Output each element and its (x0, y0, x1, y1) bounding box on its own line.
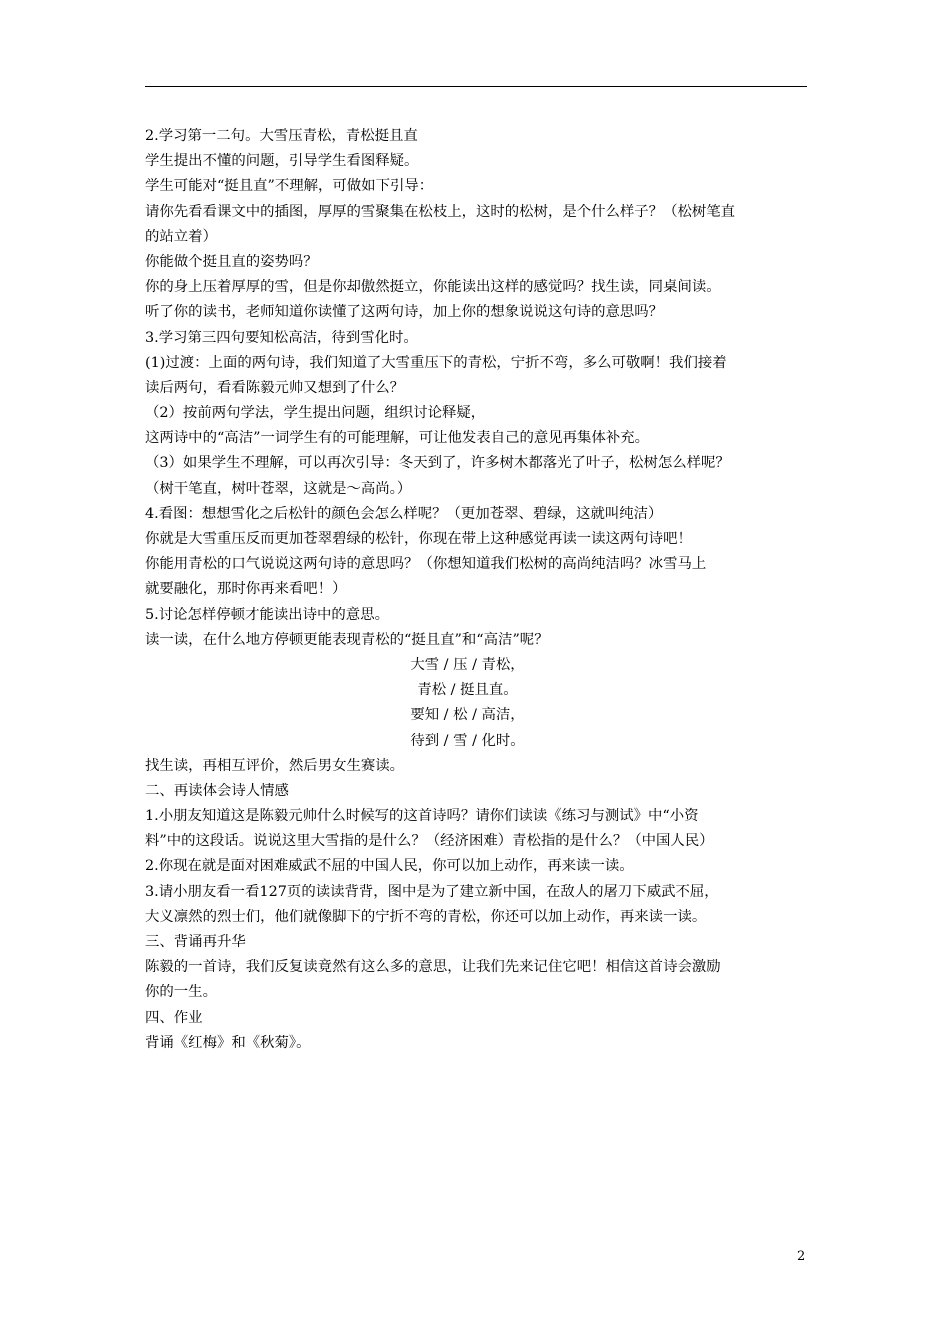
text-line: （树干笔直，树叶苍翠，这就是～高尚。） (145, 480, 412, 497)
text-line: 你的一生。 (145, 984, 217, 1001)
text-line: 请你先看看课文中的插图，厚厚的雪聚集在松枝上，这时的松树，是个什么样子？（松树笔直 (145, 203, 736, 220)
text-line: 2.你现在就是面对困难威武不屈的中国人民，你可以加上动作，再来读一读。 (145, 858, 634, 875)
text-line: 3.请小朋友看一看127页的读读背背，图中是为了建立新中国，在敌人的屠刀下威武不屈， (145, 883, 719, 900)
text-line: （2）按前两句学法，学生提出问题，组织讨论释疑， (145, 405, 486, 422)
text-line: 这两诗中的“高洁”一词学生有的可能理解，可让他发表自己的意见再集体补充。 (145, 430, 649, 447)
poem-line: 青松 / 挺且直。 (417, 682, 518, 699)
section-heading: 5.讨论怎样停顿才能读出诗中的意思。 (145, 606, 389, 623)
text-line: 读后两句，看看陈毅元帅又想到了什么？ (145, 379, 405, 396)
section-heading: 三、背诵再升华 (145, 934, 246, 950)
text-line: （3）如果学生不理解，可以再次引导：冬天到了，许多树木都落光了叶子，松树怎么样呢？ (145, 455, 730, 472)
page-number: 2 (797, 1249, 806, 1264)
text-line: 陈毅的一首诗，我们反复读竟然有这么多的意思，让我们先来记住它吧！相信这首诗会激励 (145, 959, 721, 976)
text-line: 你的身上压着厚厚的雪，但是你却傲然挺立，你能读出这样的感觉吗？找生读，同桌间读。 (145, 279, 721, 296)
text-line: 学生可能对“挺且直”不理解，可做如下引导： (145, 178, 434, 195)
text-line: 大义凛然的烈士们，他们就像脚下的宁折不弯的青松，你还可以加上动作，再来读一读。 (145, 908, 707, 925)
text-line: 就要融化，那时你再来看吧！） (145, 581, 347, 598)
poem-line: 大雪 / 压 / 青松， (410, 656, 525, 673)
text-line: 找生读，再相互评价，然后男女生赛读。 (145, 757, 405, 774)
text-line: 1.小朋友知道这是陈毅元帅什么时候写的这首诗吗？请你们读读《练习与测试》中“小资 (145, 808, 699, 825)
text-line: 你就是大雪重压反而更加苍翠碧绿的松针，你现在带上这种感觉再读一读这两句诗吧！ (145, 531, 692, 547)
text-line: 听了你的读书，老师知道你读懂了这两句诗，加上你的想象说说这句诗的意思吗？ (145, 304, 664, 321)
text-line: (1)过渡：上面的两句诗，我们知道了大雪重压下的青松，宁折不弯，多么可敬啊！我们接着 (145, 354, 727, 371)
text-line: 2.学习第一二句。大雪压青松，青松挺且直 (145, 128, 418, 144)
text-line: 学生提出不懂的问题，引导学生看图释疑。 (145, 153, 419, 170)
text-line: 你能做个挺且直的姿势吗？ (145, 253, 318, 270)
text-line: 4.看图：想想雪化之后松针的颜色会怎么样呢？（更加苍翠、碧绿，这就叫纯洁） (145, 505, 663, 522)
header-rule (145, 86, 807, 87)
poem-line: 要知 / 松 / 高洁， (410, 707, 525, 724)
section-heading: 四、作业 (145, 1009, 203, 1026)
text-line: 你能用青松的口气说说这两句诗的意思吗？（你想知道我们松树的高尚纯洁吗？冰雪马上 (145, 556, 707, 573)
text-line: 料”中的这段话。说说这里大雪指的是什么？（经济困难）青松指的是什么？（中国人民） (145, 833, 714, 850)
text-line: 背诵《红梅》和《秋菊》。 (145, 1034, 311, 1051)
section-heading: 二、再读体会诗人情感 (145, 782, 289, 799)
poem-line: 待到 / 雪 / 化时。 (410, 732, 525, 749)
document-body (145, 124, 810, 1056)
text-line: 读一读，在什么地方停顿更能表现青松的“挺且直”和“高洁”呢？ (145, 631, 549, 648)
section-heading: 3.学习第三四句要知松高洁，待到雪化时。 (145, 329, 418, 346)
text-line: 的站立着） (145, 228, 217, 245)
